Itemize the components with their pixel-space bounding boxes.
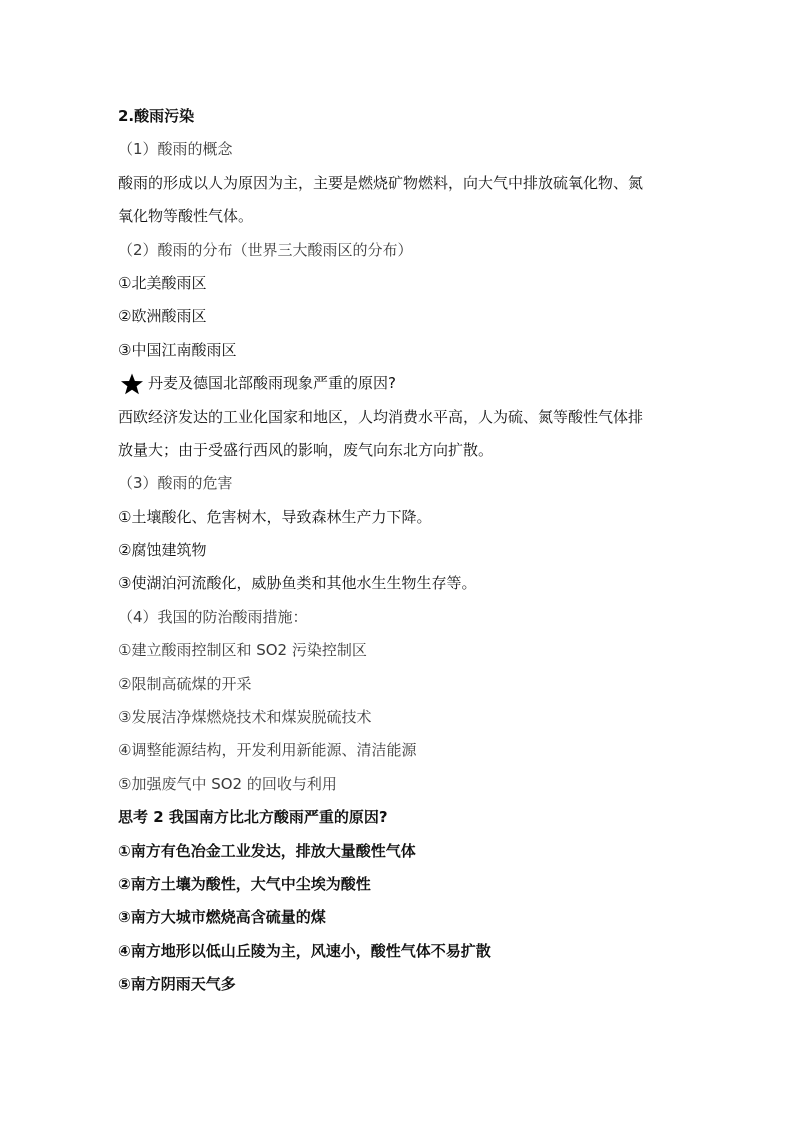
thinking-answer: ①南方有色冶金工业发达，排放大量酸性气体 (118, 841, 416, 860)
harm-item: ②腐蚀建筑物 (118, 541, 207, 560)
measures-heading: （4）我国的防治酸雨措施： (118, 607, 308, 626)
star-answer-line-2: 放量大；由于受盛行西风的影响，废气向东北方向扩散。 (118, 440, 494, 459)
star-answer-line-1: 西欧经济发达的工业化国家和地区，人均消费水平高，人为硫、氮等酸性气体排 (118, 407, 644, 426)
star-icon (120, 372, 144, 396)
measures-item: ①建立酸雨控制区和 SO2 污染控制区 (118, 641, 367, 660)
concept-heading: （1）酸雨的概念 (118, 140, 233, 159)
measures-item: ④调整能源结构，开发利用新能源、清洁能源 (118, 741, 417, 760)
star-question: 丹麦及德国北部酸雨现象严重的原因? (148, 374, 396, 393)
document-page (118, 100, 688, 1002)
harm-heading: （3）酸雨的危害 (118, 474, 233, 493)
distribution-item: ①北美酸雨区 (118, 273, 207, 292)
star-question-row (118, 367, 688, 400)
section-title: 2.酸雨污染 (118, 107, 195, 125)
thinking-answer: ③南方大城市燃烧高含硫量的煤 (118, 908, 326, 927)
concept-text-line-2: 氧化物等酸性气体。 (118, 207, 254, 226)
distribution-heading: （2）酸雨的分布（世界三大酸雨区的分布） (118, 240, 413, 259)
measures-item: ⑤加强废气中 SO2 的回收与利用 (118, 774, 337, 793)
measures-item: ③发展洁净煤燃烧技术和煤炭脱硫技术 (118, 708, 372, 727)
harm-item: ①土壤酸化、危害树木，导致森林生产力下降。 (118, 507, 432, 526)
thinking-answer: ⑤南方阴雨天气多 (118, 975, 236, 994)
distribution-item: ③中国江南酸雨区 (118, 340, 237, 359)
thinking-question: 思考 2 我国南方比北方酸雨严重的原因? (118, 808, 388, 827)
harm-item: ③使湖泊河流酸化，威胁鱼类和其他水生生物生存等。 (118, 574, 477, 593)
measures-item: ②限制高硫煤的开采 (118, 674, 252, 693)
distribution-item: ②欧洲酸雨区 (118, 307, 207, 326)
concept-text-line-1: 酸雨的形成以人为原因为主，主要是燃烧矿物燃料，向大气中排放硫氧化物、氮 (118, 173, 644, 192)
thinking-answer: ②南方土壤为酸性，大气中尘埃为酸性 (118, 874, 371, 893)
thinking-answer: ④南方地形以低山丘陵为主，风速小，酸性气体不易扩散 (118, 941, 491, 960)
